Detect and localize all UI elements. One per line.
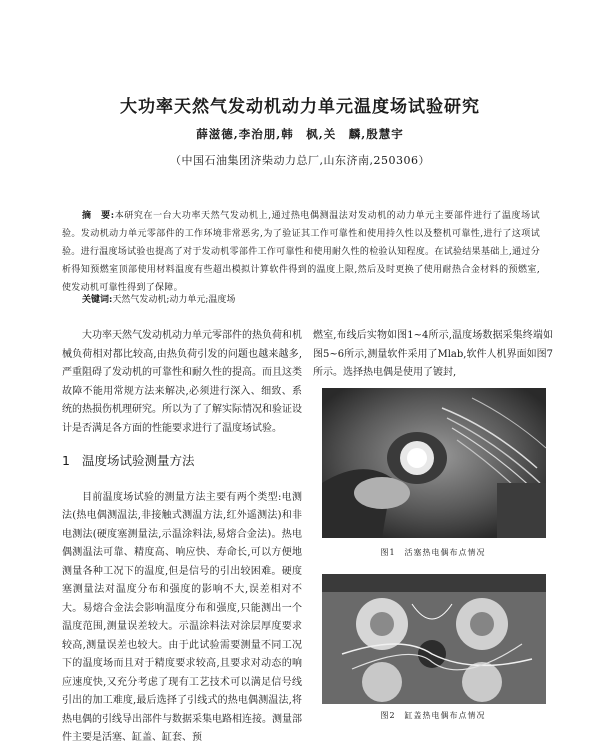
- left-column: [62, 327, 302, 748]
- author-list: 薛滋德,李治朋,韩 枫,关 麟,殷慧宇: [196, 127, 404, 141]
- cylinder-head-thermocouple-photo: [322, 574, 546, 704]
- section-heading: [62, 452, 302, 471]
- right-paragraph: 燃室,布线后实物如图1~4所示,温度场数据采集终端如图5~6所示,测量软件采用了Mlab,软件人机界面如图7所示。选择热电偶是使用了镀封,: [313, 330, 553, 378]
- abstract-label: 摘 要:: [82, 211, 115, 221]
- keywords-label: 关键词:: [82, 295, 113, 305]
- figure1-caption: 图1 活塞热电偶布点情况: [380, 548, 486, 557]
- affiliation: （中国石油集团济柴动力总厂,山东济南,250306）: [170, 154, 430, 167]
- keywords-text: 天然气发动机;动力单元;温度场: [112, 295, 236, 305]
- piston-thermocouple-photo: [322, 388, 546, 538]
- keywords: [82, 293, 542, 307]
- abstract-text: 本研究在一台大功率天然气发动机上,通过热电偶测温法对发动机的动力单元主要部件进行了温度场试验。发动机动力单元零部件的工作环境非常恶劣,为了验证其工作可靠性和使用持久性以及整机可靠性,进行了这项试验。进行温度场试验也提高了对于发动机零部件工作可靠性和使用耐久性的检验认知程度。在试验结果基础上,通过分析得知预燃室顶部使用材料温度有些超出模拟计算软件得到的温度上限,然后及时更换了使用耐热合金材料的预燃室,使发动机可靠性得到了保障。: [62, 211, 540, 293]
- paper-title: 大功率天然气发动机动力单元温度场试验研究: [120, 97, 480, 117]
- section-paragraph: 目前温度场试验的测量方法主要有两个类型:电测法(热电偶测温法,非接触式测温方法,红外遥测法)和非电测法(硬度塞测量法,示温涂料法,易熔合金法)。热电偶测温法可靠、精度高、响应快、寿命长,可以方便地测量各种工况下的温度,但是信号的引出较困难。硬度塞测量法对温度分布和强度的影响不大,误差相对不大。易熔合金法会影响温度分布和强度,只能测出一个温度范围,测量误差较大。示温涂料法对涂层厚度要求较高,测量误差也较大。由于此试验需要测量不同工况下的温度场而且对于精度要求较高,且要求对动态的响应速度快,又充分考虑了现有工艺技术可以满足信号线引出的加工难度,最后选择了引线式的热电偶测温法,将热电偶的引线导出部件与数据采集电路相连接。测量部件主要是活塞、缸盖、缸套、预: [62, 491, 302, 743]
- section-number: 1: [62, 453, 70, 468]
- section-title: 温度场试验测量方法: [81, 453, 195, 468]
- figure2-caption: 图2 缸盖热电偶布点情况: [380, 711, 486, 720]
- abstract: [62, 207, 540, 297]
- intro-paragraph: 大功率天然气发动机动力单元零部件的热负荷和机械负荷相对都比较高,由热负荷引发的问题也越来越多,严重阻碍了发动机的可靠性和耐久性的提高。而且这类故障不能用常规方法来解决,必须进行深入、细致、系统的热损伤机理研究。所以为了了解实际情况和验证设计是否满足各方面的性能要求进行了温度场试验。: [62, 330, 302, 434]
- right-column: [313, 327, 553, 383]
